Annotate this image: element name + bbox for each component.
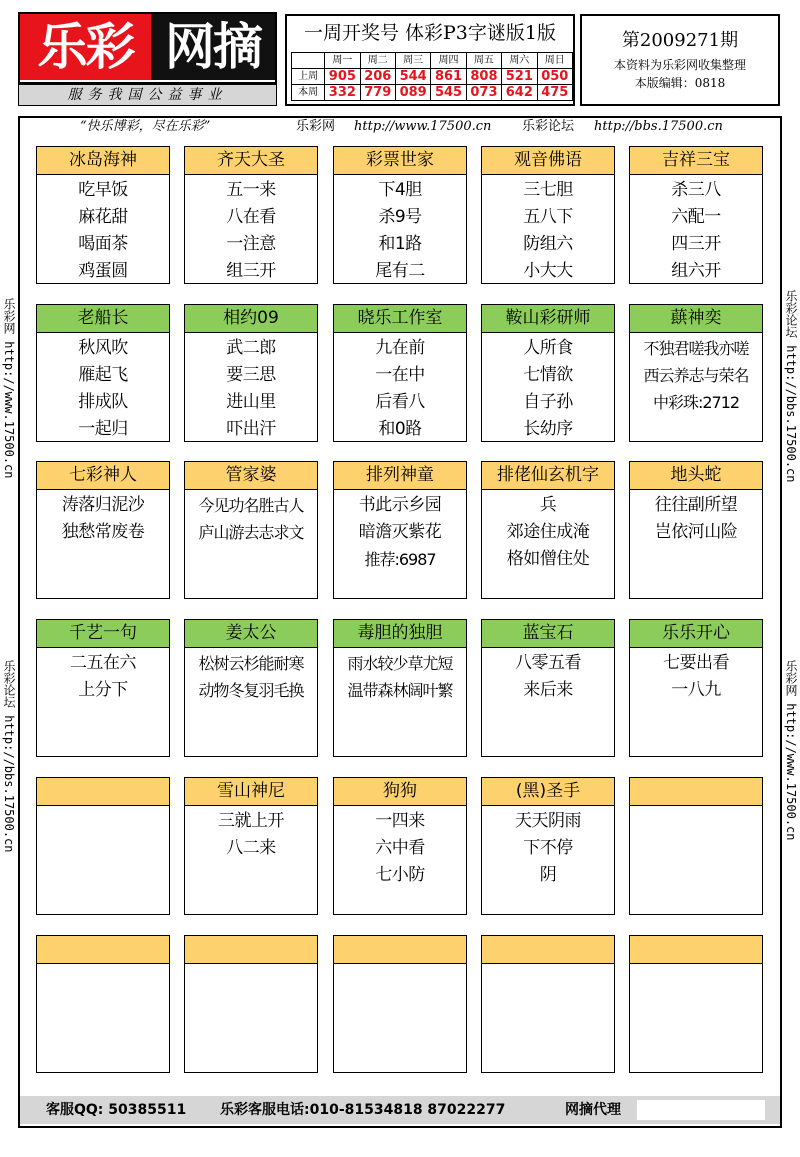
card-line: 自子孙 <box>523 392 573 412</box>
card-line: 九在前 <box>375 338 425 358</box>
card-title <box>630 778 762 806</box>
card-line: 一四来 <box>375 811 425 831</box>
card-body <box>185 175 317 285</box>
pick-card <box>36 777 170 915</box>
footer-bar <box>20 1096 780 1124</box>
card-body <box>630 333 762 416</box>
card-body <box>482 806 614 889</box>
logo <box>18 12 277 84</box>
draw-days-row <box>292 53 573 69</box>
card-body <box>334 333 466 443</box>
card-line: 进山里 <box>226 392 276 412</box>
draw-number: 545 <box>431 85 466 101</box>
card-line: 松树云杉能耐寒 <box>198 654 304 673</box>
card-line: 小大大 <box>523 261 573 281</box>
card-body <box>630 806 762 808</box>
draw-number: 475 <box>537 85 572 101</box>
card-body <box>334 490 466 573</box>
card-title <box>630 936 762 964</box>
card-line: 麻花甜 <box>78 207 128 227</box>
pick-card <box>481 619 615 757</box>
agent-blank <box>637 1100 765 1120</box>
pick-card <box>629 461 763 599</box>
row-label: 本周 <box>292 85 325 101</box>
pick-card <box>333 619 467 757</box>
card-line: 阴 <box>539 865 557 885</box>
pick-card <box>629 935 763 1073</box>
draw-number: 905 <box>325 69 360 85</box>
card-body <box>334 175 466 285</box>
weekly-draw-panel <box>285 14 575 106</box>
issue-panel <box>580 14 780 106</box>
card-body <box>185 490 317 546</box>
card-line: 七要出看 <box>663 653 729 673</box>
pick-card <box>481 461 615 599</box>
day-cell: 周六 <box>502 53 537 69</box>
pick-card <box>36 146 170 284</box>
card-title <box>185 936 317 964</box>
card-body <box>630 964 762 966</box>
side-text-left-top: 乐彩网 http://www.17500.cn <box>2 298 16 479</box>
card-line: 防组六 <box>523 234 573 254</box>
pick-card <box>481 146 615 284</box>
card-line: 六配一 <box>671 207 721 227</box>
card-line: 人所食 <box>523 338 573 358</box>
card-line: 吓出汗 <box>226 419 276 439</box>
card-body <box>482 490 614 573</box>
card-line: 一起归 <box>78 419 128 439</box>
card-line: 八二来 <box>226 838 276 858</box>
card-title: 蓝宝石 <box>482 620 614 648</box>
draw-number: 332 <box>325 85 360 101</box>
card-line: 涛落归泥沙 <box>61 495 145 515</box>
day-cell: 周一 <box>325 53 360 69</box>
card-line: 长幼序 <box>523 419 573 439</box>
card-title: 齐天大圣 <box>185 147 317 175</box>
card-body <box>482 333 614 443</box>
draw-number: 544 <box>395 69 430 85</box>
card-line: 暗澹灭紫花 <box>358 522 442 542</box>
issue-number: 第2009271期 <box>621 30 739 51</box>
pick-card <box>36 619 170 757</box>
card-title: 姜太公 <box>185 620 317 648</box>
card-line: 格如僧住处 <box>506 549 590 569</box>
card-title: 鞍山彩研师 <box>482 305 614 333</box>
pick-card <box>629 304 763 442</box>
footer-phone: 乐彩客服电话:010-81534818 87022277 <box>220 1102 506 1118</box>
editor-note: 本版编辑：0818 <box>634 76 726 90</box>
card-title: 观音佛语 <box>482 147 614 175</box>
pick-card <box>184 304 318 442</box>
day-cell: 周三 <box>395 53 430 69</box>
banner <box>20 116 780 138</box>
banner-quote: “快乐博彩，尽在乐彩” <box>80 119 211 134</box>
pick-card <box>184 146 318 284</box>
card-line: 兵 <box>539 495 557 515</box>
pick-card <box>184 777 318 915</box>
side-text-right-bottom: 乐彩网 http://www.17500.cn <box>784 660 798 841</box>
pick-card <box>36 304 170 442</box>
draw-number: 089 <box>395 85 430 101</box>
pick-card <box>36 461 170 599</box>
card-line: 四三开 <box>671 234 721 254</box>
logo-red-text: 乐彩 <box>20 14 151 80</box>
card-body <box>37 648 169 704</box>
site2-url[interactable]: http://bbs.17500.cn <box>594 119 723 134</box>
card-line: 三七胆 <box>523 180 573 200</box>
card-line: 庐山游去志求文 <box>198 523 304 542</box>
card-title: 冰岛海神 <box>37 147 169 175</box>
draw-number: 779 <box>360 85 395 101</box>
slogan: 服务我国公益事业 <box>18 84 277 106</box>
card-body <box>482 964 614 966</box>
pick-card <box>629 619 763 757</box>
pick-card <box>333 935 467 1073</box>
card-title <box>482 936 614 964</box>
card-line: 武二郎 <box>226 338 276 358</box>
card-body <box>334 806 466 889</box>
draw-number: 808 <box>466 69 501 85</box>
card-line: 天天阴雨 <box>515 811 581 831</box>
last-week-row <box>292 69 573 85</box>
card-title: 彩票世家 <box>334 147 466 175</box>
card-title: 毒胆的独胆 <box>334 620 466 648</box>
card-body <box>482 648 614 704</box>
logo-black-text: 网摘 <box>151 14 275 80</box>
draw-number: 073 <box>466 85 501 101</box>
card-title: 狗狗 <box>334 778 466 806</box>
card-title: 相约09 <box>185 305 317 333</box>
pick-card <box>481 304 615 442</box>
card-line: 杀9号 <box>378 207 422 227</box>
corner-cell <box>292 53 325 69</box>
card-body <box>334 964 466 966</box>
pick-card <box>629 777 763 915</box>
draw-number: 642 <box>502 85 537 101</box>
card-line: 一八九 <box>671 680 721 700</box>
site1-name: 乐彩网 <box>296 119 336 134</box>
card-line: 岂依河山险 <box>654 522 738 542</box>
draw-table <box>291 52 573 101</box>
card-body <box>185 964 317 966</box>
card-title: 千艺一句 <box>37 620 169 648</box>
pick-card <box>184 935 318 1073</box>
card-line: 八在看 <box>226 207 276 227</box>
card-title <box>334 936 466 964</box>
card-body <box>334 648 466 704</box>
card-line: 喝面茶 <box>78 234 128 254</box>
card-title: (黑)圣手 <box>482 778 614 806</box>
card-line: 上分下 <box>78 680 128 700</box>
card-line: 吃早饭 <box>78 180 128 200</box>
card-line: 郊途住成淹 <box>506 522 590 542</box>
card-line: 鸡蛋圆 <box>78 261 128 281</box>
card-line: 中彩珠:2712 <box>652 393 740 412</box>
card-line: 温带森林阔叶繁 <box>347 681 453 700</box>
card-title <box>37 778 169 806</box>
card-line: 推荐:6987 <box>364 550 436 569</box>
card-line: 后看八 <box>375 392 425 412</box>
card-line: 下4胆 <box>378 180 422 200</box>
card-line: 尾有二 <box>375 261 425 281</box>
card-line: 六中看 <box>375 838 425 858</box>
site2-name: 乐彩论坛 <box>522 119 575 134</box>
card-title: 管家婆 <box>185 462 317 490</box>
card-line: 七情欲 <box>523 365 573 385</box>
card-body <box>37 964 169 966</box>
pick-card <box>629 146 763 284</box>
card-title: 蕻神奕 <box>630 305 762 333</box>
card-line: 一在中 <box>375 365 425 385</box>
pick-card <box>333 777 467 915</box>
card-line: 要三思 <box>226 365 276 385</box>
card-body <box>482 175 614 285</box>
card-line: 五八下 <box>523 207 573 227</box>
day-cell: 周四 <box>431 53 466 69</box>
card-body <box>185 648 317 704</box>
card-title: 老船长 <box>37 305 169 333</box>
pick-card <box>481 935 615 1073</box>
card-title <box>37 936 169 964</box>
card-body <box>630 490 762 546</box>
side-text-left-bottom: 乐彩论坛 http://bbs.17500.cn <box>2 660 16 853</box>
card-line: 和1路 <box>378 234 422 254</box>
pick-card <box>333 304 467 442</box>
side-text-right-top: 乐彩论坛 http://bbs.17500.cn <box>784 290 798 483</box>
day-cell: 周五 <box>466 53 501 69</box>
card-title: 吉祥三宝 <box>630 147 762 175</box>
draw-number: 050 <box>537 69 572 85</box>
footer-agent: 网摘代理 <box>565 1102 621 1118</box>
card-body <box>37 806 169 808</box>
card-line: 和0路 <box>378 419 422 439</box>
row-label: 上周 <box>292 69 325 85</box>
card-line: 一注意 <box>226 234 276 254</box>
draw-title: 一周开奖号 体彩P3字谜版1版 <box>303 22 556 44</box>
card-line: 组三开 <box>226 261 276 281</box>
card-line: 雁起飞 <box>78 365 128 385</box>
pick-card <box>184 619 318 757</box>
pick-card <box>36 935 170 1073</box>
pick-card <box>481 777 615 915</box>
pick-card <box>184 461 318 599</box>
card-line: 秋风吹 <box>78 338 128 358</box>
card-line: 五一来 <box>226 180 276 200</box>
card-line: 往往副所望 <box>654 495 738 515</box>
card-line: 今见功名胜古人 <box>198 496 304 515</box>
card-title: 排列神童 <box>334 462 466 490</box>
card-line: 下不停 <box>523 838 573 858</box>
card-line: 不独君嗟我亦嗟 <box>643 339 749 358</box>
card-line: 八零五看 <box>515 653 581 673</box>
card-line: 独愁常废卷 <box>61 522 145 542</box>
pick-card <box>333 461 467 599</box>
card-line: 雨水较少草尤短 <box>347 654 453 673</box>
footer-qq: 客服QQ: 50385511 <box>46 1102 187 1118</box>
card-line: 西云养志与荣名 <box>643 366 749 385</box>
card-body <box>37 333 169 443</box>
day-cell: 周二 <box>360 53 395 69</box>
this-week-row <box>292 85 573 101</box>
source-note: 本资料为乐彩网收集整理 <box>613 58 746 72</box>
card-body <box>630 175 762 285</box>
card-line: 七小防 <box>375 865 425 885</box>
card-line: 动物冬复羽毛换 <box>198 681 304 700</box>
card-line: 三就上开 <box>218 811 284 831</box>
card-line: 排成队 <box>78 392 128 412</box>
day-cell: 周日 <box>537 53 572 69</box>
card-line: 来后来 <box>523 680 573 700</box>
draw-number: 206 <box>360 69 395 85</box>
draw-number: 861 <box>431 69 466 85</box>
card-title: 雪山神尼 <box>185 778 317 806</box>
card-line: 书此示乡园 <box>358 495 442 515</box>
card-title: 七彩神人 <box>37 462 169 490</box>
pick-card <box>333 146 467 284</box>
draw-number: 521 <box>502 69 537 85</box>
card-title: 地头蛇 <box>630 462 762 490</box>
card-title: 晓乐工作室 <box>334 305 466 333</box>
site1-url[interactable]: http://www.17500.cn <box>354 119 492 134</box>
card-body <box>185 806 317 862</box>
card-line: 杀三八 <box>671 180 721 200</box>
card-body <box>630 648 762 704</box>
card-line: 二五在六 <box>70 653 136 673</box>
card-body <box>37 490 169 546</box>
card-line: 组六开 <box>671 261 721 281</box>
card-title: 乐乐开心 <box>630 620 762 648</box>
card-body <box>185 333 317 443</box>
card-body <box>37 175 169 285</box>
card-title: 排佬仙玄机字 <box>482 462 614 490</box>
